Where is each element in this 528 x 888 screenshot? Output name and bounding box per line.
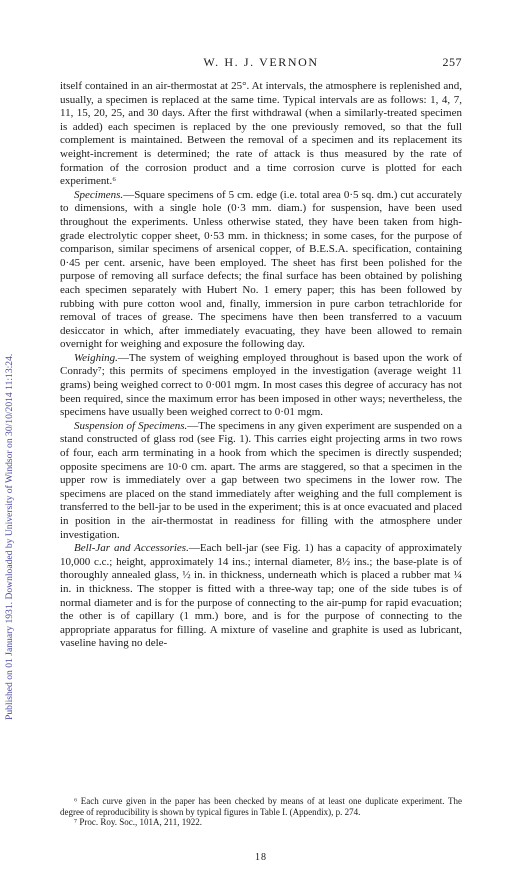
paragraph-intro — [60, 80, 462, 189]
section-heading: Weighing. — [74, 351, 118, 364]
paragraph-bell-jar — [60, 542, 462, 651]
paragraph-text: —The system of weighing employed throughout is based upon the work of Conrady⁷; this permits of specimens employed in the investigation (average weight 11 grams) being weighed correct to 0·001 mgm. In most cases this degree of accuracy has not been required, since the maximum error has been imposed in other ways; nevertheless, the specimens have usually been weighed correct to 0·01 mgm. — [60, 351, 462, 419]
paragraph-specimens — [60, 189, 462, 352]
page-header — [60, 55, 462, 69]
paragraph-text: —The specimens in any given experiment are suspended on a stand constructed of glass rod (see Fig. 1). This carries eight projecting arms in two rows of four, each arm terminating in a hook from which the specimen is directly suspended; opposite specimens are 10·0 cm. apart. The arms are staggered, so that a specimen in the upper row is immediately over a gap between two specimens in the lower row. The specimens are placed on the stand immediately after weighing and the full complement is transferred to the bell-jar to be used in the experiment; this is at once evacuated and placed in position in the air-thermostat in readiness for filling with the atmosphere under investigation. — [60, 419, 462, 541]
section-heading: Bell-Jar and Accessories. — [74, 542, 189, 555]
paragraph-text: —Each bell-jar (see Fig. 1) has a capacity of approximately 10,000 c.c.; height, approximately 14 ins.; internal diameter, 8½ ins.; the base-plate is of thoroughly annealed glass, ½ in. in thickness, underneath which is placed a rubber mat ¼ in. in thickness. The stopper is fitted with a three-way tap; one of the side tubes is of normal diameter and is for the purpose of connecting to the air-pump for rapid evacuation; the other is of capillary (1 mm.) bore, and is for the purpose of connecting to the appropriate apparatus for filling. A mixture of vaseline and graphite is used as lubricant, vaseline having no dele- — [60, 542, 462, 650]
footnote-6: ⁶ Each curve given in the paper has been checked by means of at least one duplicate experiment. The degree of reproducibility is shown by typical figures in Table I. (Appendix), p. 274. — [60, 796, 462, 817]
running-head: W. H. J. VERNON — [203, 55, 319, 69]
footnote-7: ⁷ Proc. Roy. Soc., 101A, 211, 1922. — [74, 817, 202, 828]
paragraph-text: itself contained in an air-thermostat at 25°. At intervals, the atmosphere is replenished and, usually, a specimen is replaced at the same time. Typical intervals are as follows: 1, 4, 7, 11, 15, 20, 25, and 30 days. After the first withdrawal (when a similarly-treated specimen is added) each specimen is replaced by the one previously removed, so that the full complement is maintained. Between the removal of a specimen and its replacement its weight-increment is determined; the rate of attack is thus measured by the rate of formation of the corrosion product and a time corrosion curve is plotted for each experiment.⁶ — [60, 80, 462, 188]
signature-mark: 18 — [255, 852, 267, 863]
body-text — [60, 80, 462, 651]
section-heading: Specimens. — [74, 188, 124, 201]
download-watermark-text: Published on 01 January 1931. Downloaded by University of Windsor on 30/10/2014 11:13:24. — [4, 353, 15, 720]
download-watermark — [4, 160, 18, 720]
paragraph-weighing — [60, 352, 462, 420]
paragraph-suspension — [60, 420, 462, 542]
footnotes — [60, 796, 462, 828]
paragraph-text: —Square specimens of 5 cm. edge (i.e. total area 0·5 sq. dm.) cut accurately to dimensions, with a single hole (0·3 mm. diam.) for suspension, have been used throughout the experiments. Unless otherwise stated, they have been taken from high-grade electrolytic copper sheet, 0·53 mm. in thickness; in some cases, for the purpose of comparison, similar specimens of arsenical copper, of B.E.S.A. specification, containing 0·45 per cent. arsenic, have been employed. The sheet has first been polished for the purpose of removing all surface defects; the final surface has been obtained by polishing each specimen separately with Hubert No. 1 emery paper; this has been followed by rubbing with pure cotton wool and, finally, immersion in pure carbon tetrachloride for removal of traces of grease. The specimens have then been transferred to a vacuum desiccator in which, after immediately evacuating, they have been allowed to remain overnight for weighing and exposure the following day. — [60, 188, 462, 351]
section-heading: Suspension of Specimens. — [74, 419, 188, 432]
page-number: 257 — [442, 55, 462, 69]
